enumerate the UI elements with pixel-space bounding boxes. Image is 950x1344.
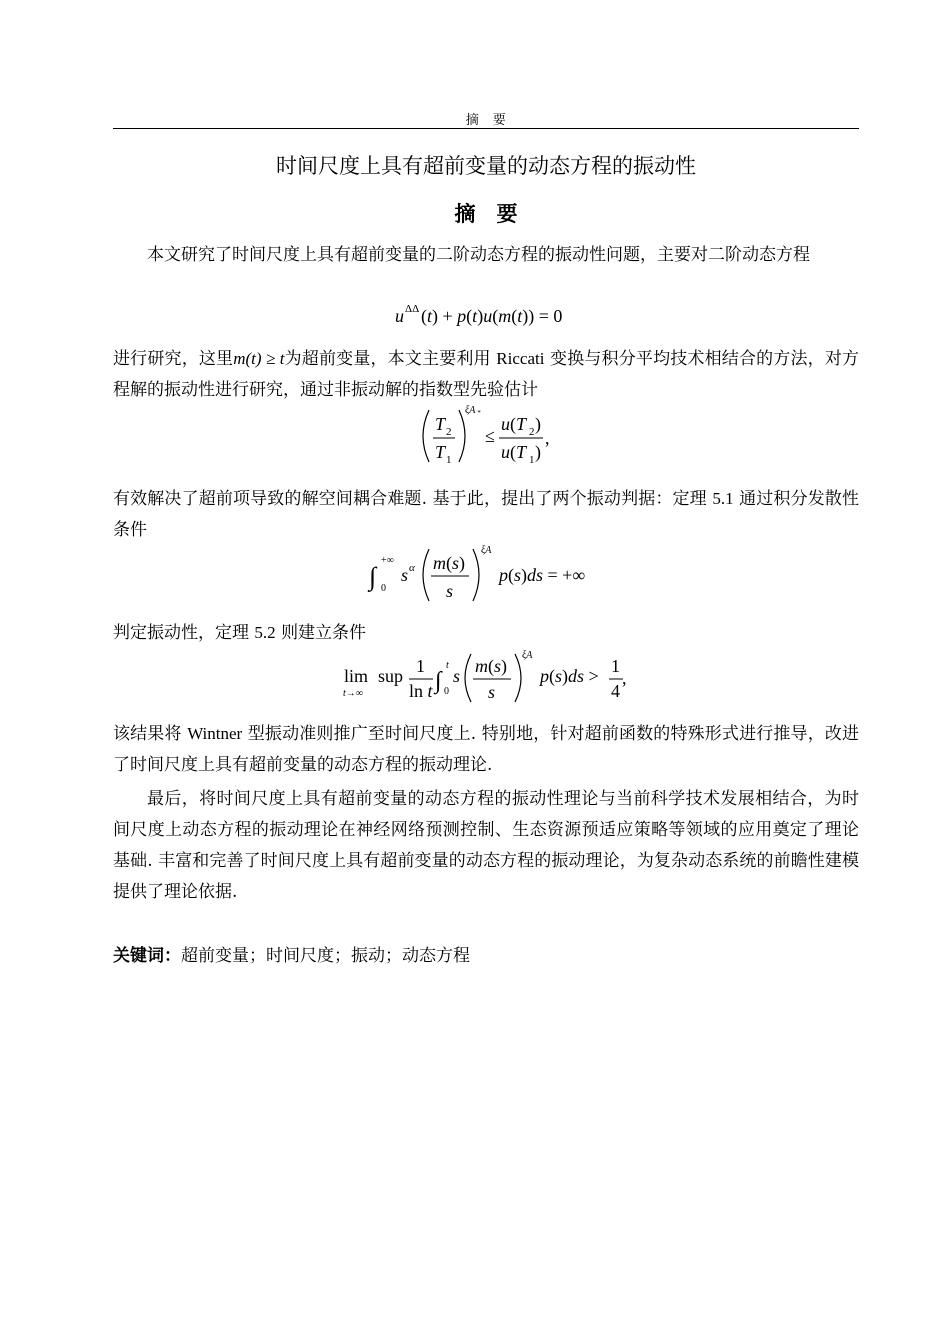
svg-text:s: s bbox=[401, 565, 409, 585]
svg-text:ξA: ξA bbox=[465, 405, 476, 416]
svg-text:m(s): m(s) bbox=[475, 656, 508, 676]
svg-text:T: T bbox=[435, 442, 446, 462]
equation-1 bbox=[113, 300, 859, 330]
svg-text:(t) + p(t)u(m(t)) = 0: (t) + p(t)u(m(t)) = 0 bbox=[421, 306, 563, 326]
svg-text:≤: ≤ bbox=[485, 426, 495, 446]
riccati-term: Riccati bbox=[496, 349, 545, 368]
svg-text:1: 1 bbox=[529, 454, 535, 466]
p3-text-a: 有效解决了超前项导致的解空间耦合难题. 基于此，提出了两个振动判据：定理 bbox=[113, 489, 707, 509]
page-title: 时间尺度上具有超前变量的动态方程的振动性 bbox=[276, 154, 696, 178]
abstract-paragraph-2 bbox=[113, 343, 859, 406]
svg-text:s: s bbox=[446, 581, 454, 601]
theorem-5-2-ref: 5.2 bbox=[254, 623, 276, 642]
svg-text:t→∞: t→∞ bbox=[343, 688, 363, 699]
svg-text:T: T bbox=[435, 414, 446, 434]
svg-text:p(s)ds >: p(s)ds > bbox=[540, 666, 599, 686]
p5-text-b: 型振动准则推广至时间尺度上. 特别地，针对超前函数的特殊形式进行推导，改进了时间尺度上具有超前变量的动态方程的振动理论. bbox=[113, 724, 860, 775]
svg-text:1: 1 bbox=[416, 656, 425, 676]
equation-3 bbox=[113, 543, 859, 607]
svg-text:t: t bbox=[446, 660, 449, 671]
svg-text:0: 0 bbox=[381, 583, 386, 594]
keywords-label: 关键词： bbox=[113, 946, 181, 966]
svg-text:s: s bbox=[453, 666, 461, 686]
wintner-term: Wintner bbox=[187, 724, 243, 743]
svg-text:2: 2 bbox=[529, 426, 535, 438]
abstract-paragraph-5 bbox=[113, 718, 859, 781]
svg-text:,: , bbox=[545, 428, 550, 448]
svg-text:ξA: ξA bbox=[481, 545, 492, 556]
p5-text-a: 该结果将 bbox=[113, 724, 182, 744]
svg-text:): ) bbox=[535, 442, 541, 462]
svg-text:*: * bbox=[477, 409, 481, 417]
p4-text-a: 判定振动性，定理 bbox=[113, 623, 249, 643]
svg-text:ξA: ξA bbox=[522, 650, 533, 661]
svg-text:): ) bbox=[535, 414, 541, 434]
svg-text:1: 1 bbox=[446, 454, 452, 466]
svg-text:u: u bbox=[395, 306, 404, 326]
p4-text-b: 则建立条件 bbox=[281, 623, 367, 643]
svg-text:p(s)ds = +∞: p(s)ds = +∞ bbox=[499, 565, 586, 585]
svg-text:lim: lim bbox=[344, 666, 369, 686]
p2-text-b: 为超前变量，本文主要利用 bbox=[284, 349, 491, 369]
svg-text:ΔΔ: ΔΔ bbox=[405, 303, 420, 315]
svg-text:α: α bbox=[409, 562, 415, 574]
running-header: 摘 要 bbox=[465, 113, 507, 128]
p2-text-a: 进行研究，这里 bbox=[113, 349, 234, 369]
svg-text:s: s bbox=[488, 682, 496, 702]
header-rule bbox=[113, 128, 859, 129]
svg-text:4: 4 bbox=[611, 681, 620, 701]
svg-text:0: 0 bbox=[444, 686, 449, 697]
svg-text:,: , bbox=[622, 668, 627, 688]
svg-text:2: 2 bbox=[446, 426, 452, 438]
abstract-paragraph-3 bbox=[113, 483, 859, 546]
svg-text:∫: ∫ bbox=[369, 562, 377, 591]
abstract-paragraph-6: 最后，将时间尺度上具有超前变量的动态方程的振动性理论与当前科学技术发展相结合，为时间尺度上动态方程的振动理论在神经网络预测控制、生态资源预适应策略等领域的应用奠定了理论基础. 丰富和完善了时间尺度上具有超前变量的动态方程的振动理论，为复杂动态系统的前瞻性建模提供了理论依据. bbox=[113, 789, 859, 902]
theorem-5-1-ref: 5.1 bbox=[712, 489, 734, 508]
equation-2 bbox=[113, 404, 859, 468]
svg-text:u(T: u(T bbox=[501, 442, 527, 462]
abstract-paragraph-1: 本文研究了时间尺度上具有超前变量的二阶动态方程的振动性问题，主要对二阶动态方程 bbox=[147, 245, 810, 265]
svg-text:m(s): m(s) bbox=[433, 553, 466, 573]
svg-text:sup: sup bbox=[378, 666, 404, 686]
abstract-heading: 摘 要 bbox=[454, 202, 518, 226]
advanced-variable-condition: m(t) ≥ t bbox=[233, 349, 285, 368]
svg-text:1: 1 bbox=[611, 656, 620, 676]
svg-text:ln t: ln t bbox=[409, 681, 433, 701]
abstract-paragraph-4 bbox=[113, 617, 859, 649]
equation-4 bbox=[113, 650, 859, 706]
svg-text:u(T: u(T bbox=[501, 414, 527, 434]
svg-text:∫: ∫ bbox=[435, 668, 442, 694]
svg-text:+∞: +∞ bbox=[381, 555, 394, 566]
p2-text-c: 变换与积分平均技术相结合的方法，对方程解的振动性进行研究，通过非振动解的指数型先验估计 bbox=[113, 349, 859, 400]
keywords bbox=[113, 941, 470, 972]
keywords-list: 超前变量；时间尺度；振动；动态方程 bbox=[181, 946, 470, 966]
p3-text-b: 通过积分发散性条件 bbox=[113, 489, 859, 540]
